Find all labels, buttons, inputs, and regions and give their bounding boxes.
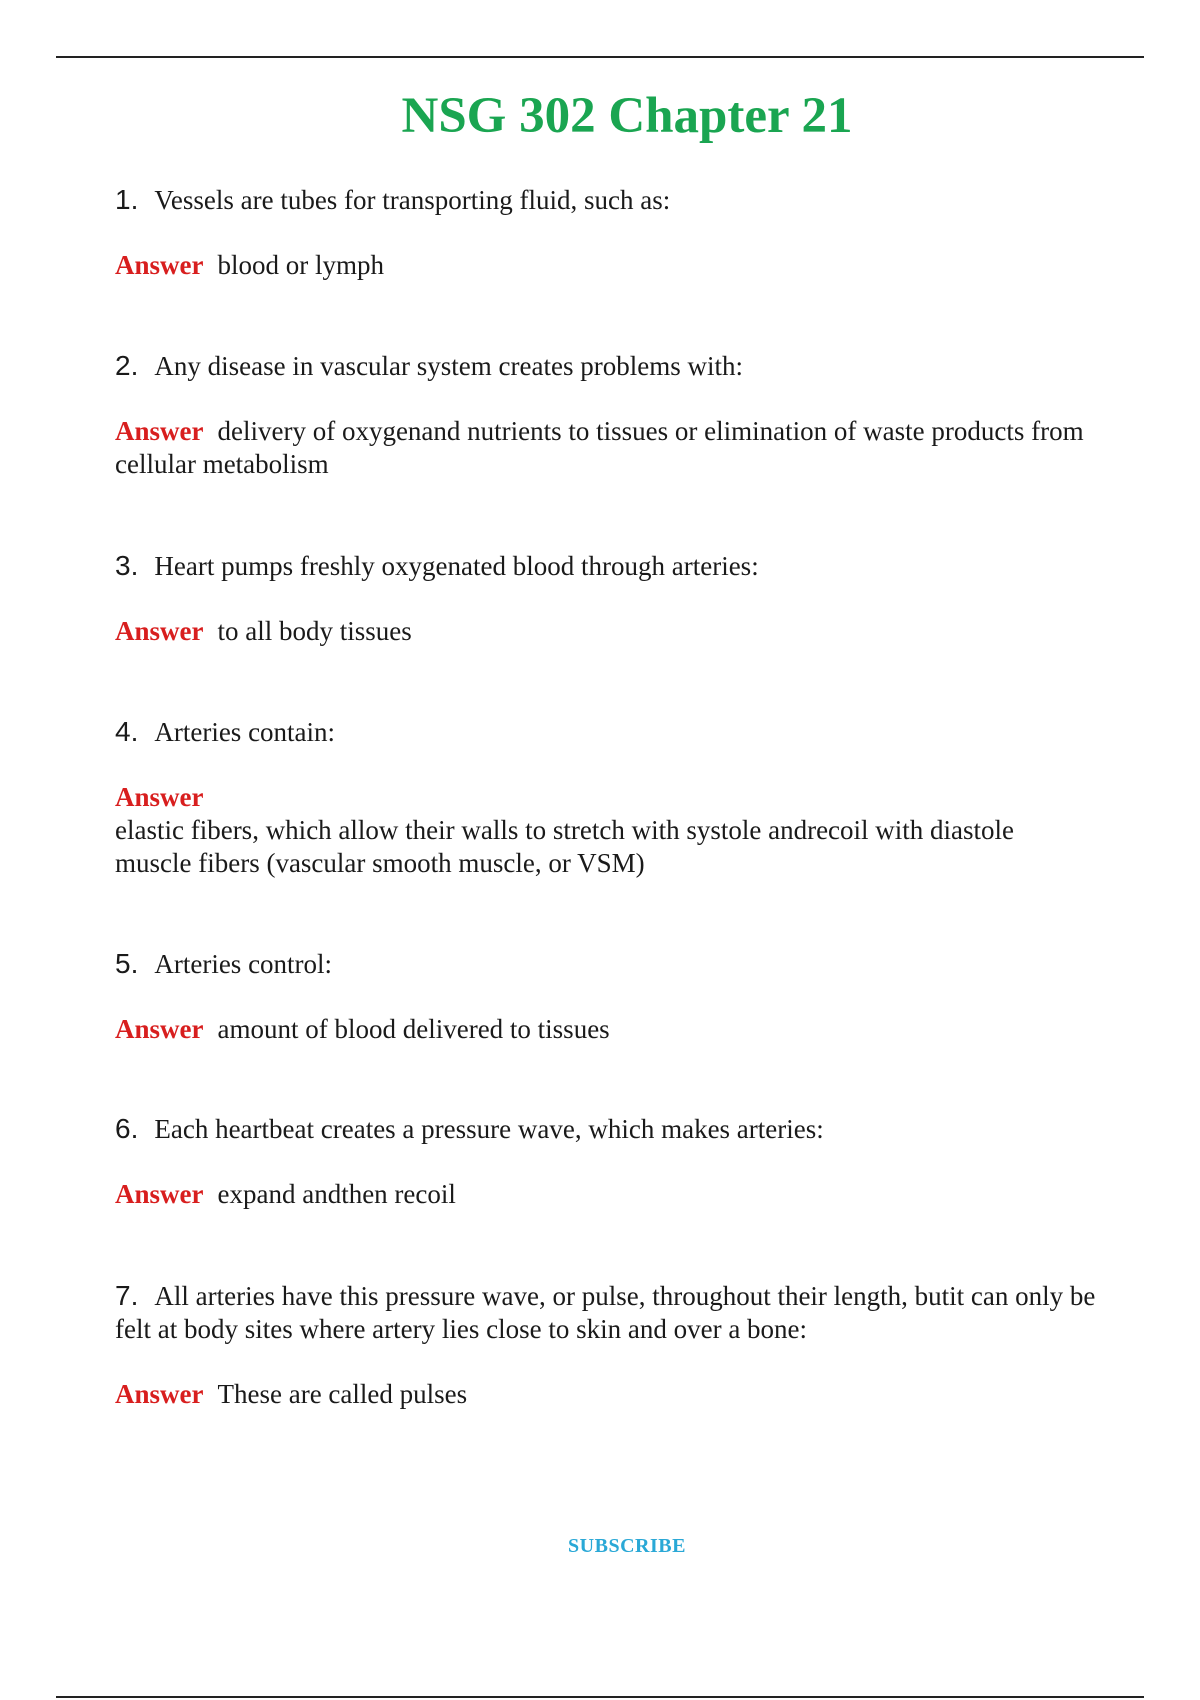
qa-item-2 — [115, 349, 1135, 481]
question-6 — [115, 1112, 1135, 1146]
answer-text: expand andthen recoil — [217, 1179, 456, 1209]
answer-1 — [115, 249, 1135, 282]
page-title: NSG 302 Chapter 21 — [401, 88, 853, 144]
bottom-rule — [56, 1696, 1144, 1698]
qa-item-6 — [115, 1112, 1135, 1211]
question-5 — [115, 947, 1135, 981]
qa-item-7 — [115, 1279, 1135, 1411]
answer-text: blood or lymph — [217, 250, 384, 280]
answer-text: delivery of oxygenand nutrients to tissues or elimination of waste products from cellular metabolism — [115, 416, 1084, 479]
question-number: 6. — [115, 1113, 139, 1144]
answer-2 — [115, 415, 1135, 481]
answer-text: These are called pulses — [217, 1379, 468, 1409]
question-number: 5. — [115, 948, 139, 979]
question-number: 1. — [115, 184, 139, 215]
question-4 — [115, 715, 1135, 749]
answer-label: Answer — [115, 616, 204, 646]
answer-5 — [115, 1013, 1135, 1046]
answer-label: Answer — [115, 782, 204, 812]
question-2 — [115, 349, 1135, 383]
question-7 — [115, 1279, 1135, 1346]
qa-item-5 — [115, 947, 1135, 1046]
question-number: 2. — [115, 350, 139, 381]
question-1 — [115, 183, 1135, 217]
question-3 — [115, 549, 1135, 583]
answer-label: Answer — [115, 1179, 204, 1209]
answer-label: Answer — [115, 416, 204, 446]
answer-text-line-1: elastic fibers, which allow their walls to stretch with systole andrecoil with diastole — [115, 815, 1015, 845]
question-number: 7. — [115, 1280, 139, 1311]
question-text: All arteries have this pressure wave, or pulse, throughout their length, butit can only be felt at body sites where artery lies close to skin and over a bone: — [115, 1281, 1096, 1344]
answer-label: Answer — [115, 250, 204, 280]
answer-4 — [115, 781, 1135, 880]
qa-item-1 — [115, 183, 1135, 282]
answer-label: Answer — [115, 1379, 204, 1409]
answer-3 — [115, 615, 1135, 648]
answer-7 — [115, 1378, 1135, 1411]
answer-6 — [115, 1178, 1135, 1211]
question-text: Vessels are tubes for transporting fluid, such as: — [154, 185, 671, 215]
answer-text-line-2: muscle fibers (vascular smooth muscle, or VSM) — [115, 848, 645, 878]
question-number: 4. — [115, 716, 139, 747]
qa-item-4 — [115, 715, 1135, 880]
answer-label: Answer — [115, 1014, 204, 1044]
top-rule — [56, 56, 1144, 58]
answer-text: amount of blood delivered to tissues — [217, 1014, 610, 1044]
answer-text: to all body tissues — [217, 616, 412, 646]
qa-item-3 — [115, 549, 1135, 648]
question-text: Any disease in vascular system creates problems with: — [154, 351, 743, 381]
question-number: 3. — [115, 550, 139, 581]
question-text: Each heartbeat creates a pressure wave, which makes arteries: — [154, 1114, 824, 1144]
question-text: Arteries control: — [154, 949, 333, 979]
subscribe-link[interactable]: SUBSCRIBE — [568, 1535, 686, 1557]
question-text: Heart pumps freshly oxygenated blood through arteries: — [154, 551, 759, 581]
question-text: Arteries contain: — [154, 717, 336, 747]
